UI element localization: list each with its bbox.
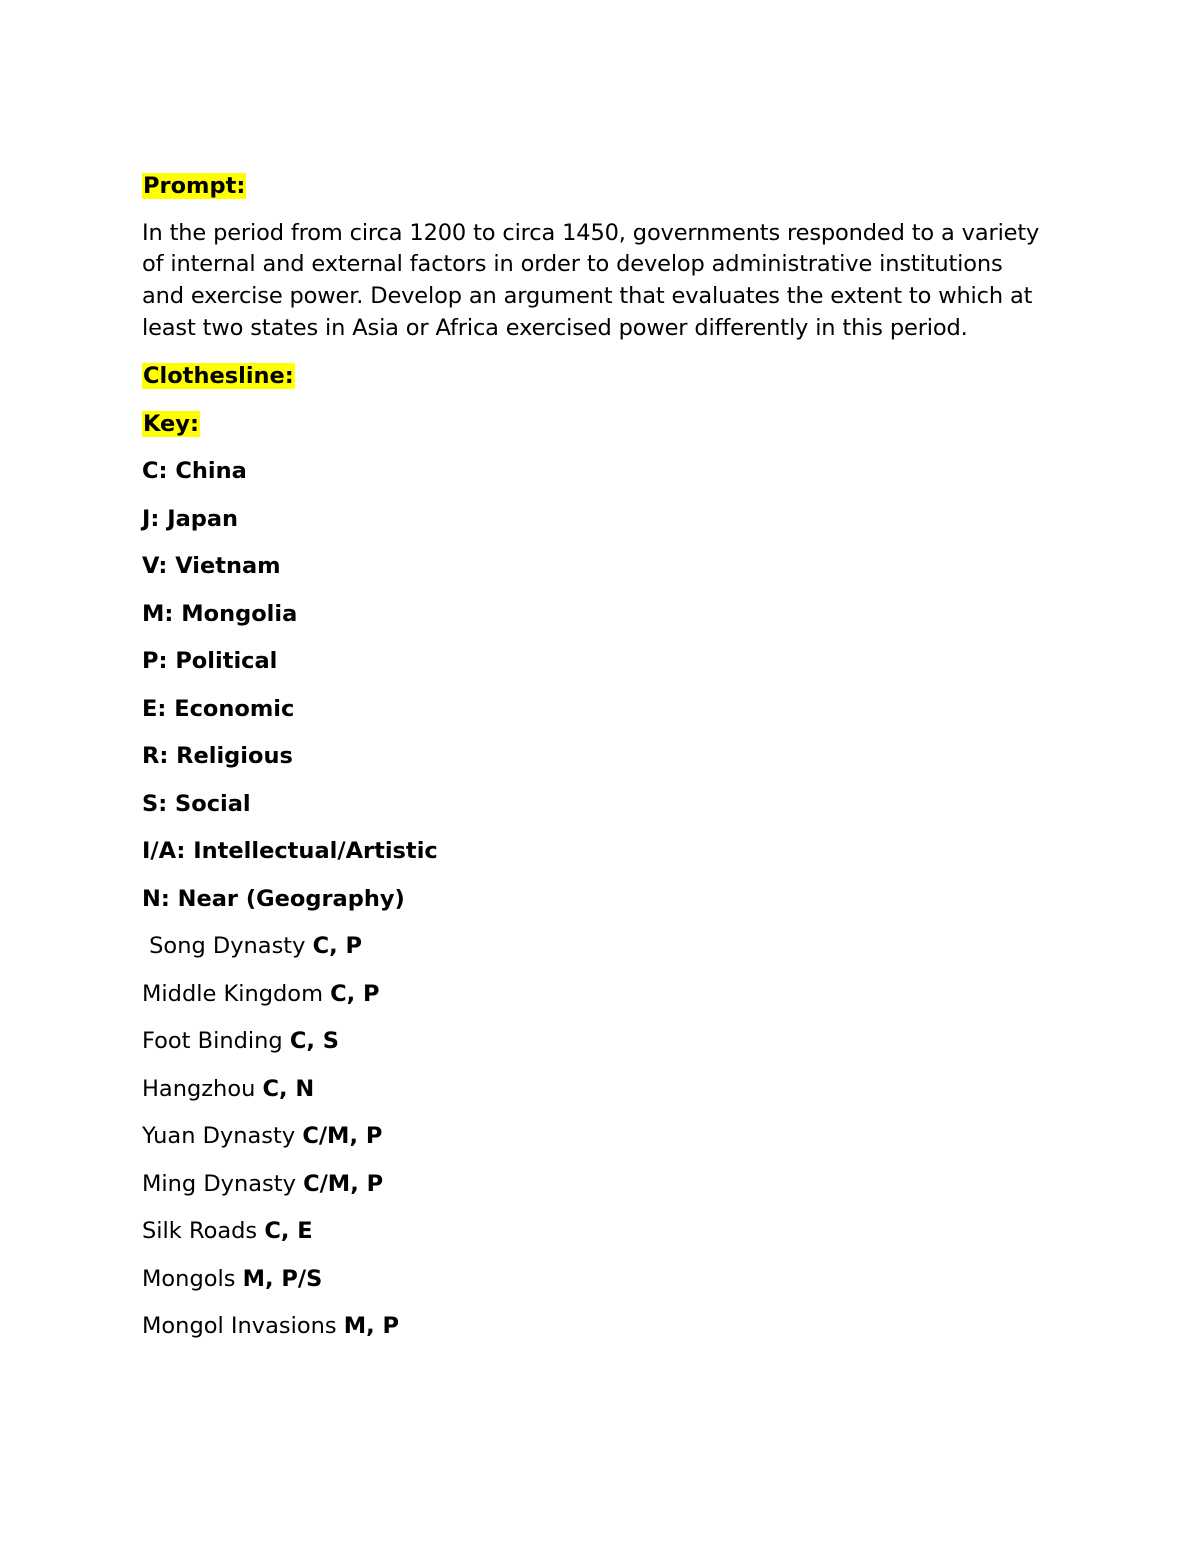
- key-item: I/A: Intellectual/Artistic: [142, 838, 438, 865]
- document-page: [142, 170, 1042, 1358]
- term-line: [142, 1310, 1042, 1342]
- key-item: R: Religious: [142, 743, 293, 770]
- term-line: [142, 1215, 1042, 1247]
- term-tags: C/M, P: [303, 1170, 384, 1197]
- key-item: C: China: [142, 458, 247, 485]
- term-name: Song Dynasty: [142, 933, 306, 960]
- term-line: [142, 1168, 1042, 1200]
- term-line: [142, 930, 1042, 962]
- term-name: Foot Binding: [142, 1028, 283, 1055]
- term-tags: C, S: [289, 1028, 339, 1055]
- term-line: [142, 978, 1042, 1010]
- term-name: Hangzhou: [142, 1075, 256, 1102]
- key-heading-label: Key:: [143, 410, 199, 437]
- key-item: J: Japan: [142, 505, 239, 532]
- term-tags: C, E: [264, 1218, 313, 1245]
- clothesline-heading-label: Clothesline:: [143, 363, 294, 390]
- term-tags: C, P: [330, 980, 380, 1007]
- term-line: [142, 1120, 1042, 1152]
- key-item: V: Vietnam: [142, 553, 281, 580]
- term-tags: M, P: [343, 1313, 400, 1340]
- term-name: Middle Kingdom: [142, 980, 323, 1007]
- term-line: [142, 1073, 1042, 1105]
- term-line: [142, 1025, 1042, 1057]
- term-name: Mongol Invasions: [142, 1313, 337, 1340]
- clothesline-heading: [142, 360, 1042, 392]
- key-item: M: Mongolia: [142, 600, 298, 627]
- term-tags: M, P/S: [242, 1265, 323, 1292]
- term-tags: C, P: [312, 933, 362, 960]
- term-line: [142, 1263, 1042, 1295]
- key-item: E: Economic: [142, 695, 295, 722]
- term-tags: C/M, P: [302, 1123, 383, 1150]
- term-name: Ming Dynasty: [142, 1170, 296, 1197]
- key-item: P: Political: [142, 648, 278, 675]
- prompt-text: In the period from circa 1200 to circa 1450, governments responded to a variety of internal and external factors in order to develop administrative institutions and exercise power. Develop an argument that evaluates the extent to which at least two states in Asia or Africa exercised power differently in this period.: [142, 219, 1040, 341]
- key-heading: [142, 408, 1042, 440]
- term-tags: C, N: [262, 1075, 315, 1102]
- term-name: Mongols: [142, 1265, 236, 1292]
- prompt-heading-label: Prompt:: [143, 173, 246, 199]
- term-name: Yuan Dynasty: [142, 1123, 296, 1150]
- key-item: S: Social: [142, 790, 251, 817]
- key-item: N: Near (Geography): [142, 885, 405, 912]
- term-name: Silk Roads: [142, 1218, 258, 1245]
- prompt-heading: [142, 170, 1042, 202]
